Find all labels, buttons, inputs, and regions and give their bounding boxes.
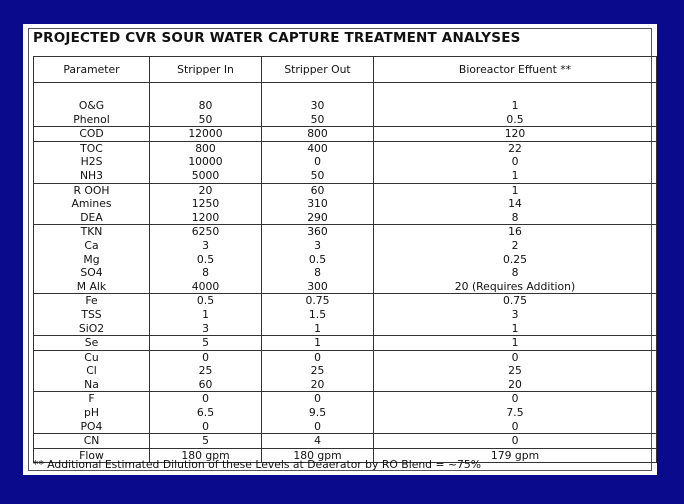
cell-parameter: CN: [34, 434, 150, 449]
cell-parameter: Se: [34, 336, 150, 351]
cell-bioreactor: 1: [374, 99, 657, 113]
cell-stripper-in: 1: [150, 308, 262, 322]
table-row: [34, 225, 657, 239]
cell-parameter: F: [34, 392, 150, 406]
page-title: PROJECTED CVR SOUR WATER CAPTURE TREATMENT ANALYSES: [33, 30, 521, 46]
cell-parameter: Cl: [34, 364, 150, 378]
cell-bioreactor: 1: [374, 183, 657, 197]
cell-stripper-out: 0: [262, 420, 374, 434]
cell-parameter: COD: [34, 127, 150, 142]
cell-bioreactor: 3: [374, 308, 657, 322]
cell-stripper-out: 0.75: [262, 294, 374, 308]
table-row: [34, 266, 657, 280]
cell-stripper-in: 3: [150, 322, 262, 336]
cell-bioreactor: 20: [374, 378, 657, 392]
cell-stripper-out: 0: [262, 392, 374, 406]
cell-bioreactor: 0: [374, 420, 657, 434]
table-row: [34, 336, 657, 351]
cell-stripper-out: 360: [262, 225, 374, 239]
cell-bioreactor: 0.5: [374, 113, 657, 127]
table-row: [34, 406, 657, 420]
cell-stripper-out: 9.5: [262, 406, 374, 420]
cell-stripper-out: 290: [262, 211, 374, 225]
cell-bioreactor: 1: [374, 322, 657, 336]
cell-stripper-in: 10000: [150, 155, 262, 169]
cell-stripper-out: 310: [262, 197, 374, 211]
cell-stripper-in: 0: [150, 350, 262, 364]
slide-frame: [23, 24, 657, 475]
table-row: [34, 253, 657, 267]
cell-bioreactor: 20 (Requires Addition): [374, 280, 657, 294]
cell-bioreactor: 0.25: [374, 253, 657, 267]
analysis-table: [33, 56, 657, 463]
cell-stripper-in: 1250: [150, 197, 262, 211]
cell-stripper-in: 3: [150, 239, 262, 253]
cell-bioreactor: 0.75: [374, 294, 657, 308]
table-row: [34, 239, 657, 253]
cell-stripper-in: 0: [150, 392, 262, 406]
cell-parameter: Flow: [34, 448, 150, 463]
cell-stripper-in: 12000: [150, 127, 262, 142]
cell-stripper-out: 3: [262, 239, 374, 253]
cell-parameter: Ca: [34, 239, 150, 253]
cell-stripper-in: 5: [150, 336, 262, 351]
cell-stripper-out: 0: [262, 350, 374, 364]
cell-parameter: pH: [34, 406, 150, 420]
table-row: [34, 294, 657, 308]
cell-stripper-in: 0: [150, 420, 262, 434]
cell-parameter: SiO2: [34, 322, 150, 336]
cell-stripper-in: 1200: [150, 211, 262, 225]
header-stripper-in: Stripper In: [150, 57, 262, 83]
cell-bioreactor: 179 gpm: [374, 448, 657, 463]
cell-stripper-in: 4000: [150, 280, 262, 294]
cell-stripper-out: 50: [262, 113, 374, 127]
table-row: [34, 378, 657, 392]
cell-parameter: NH3: [34, 169, 150, 183]
cell-stripper-in: 25: [150, 364, 262, 378]
table-row: [34, 322, 657, 336]
cell-parameter: TKN: [34, 225, 150, 239]
cell-stripper-in: 8: [150, 266, 262, 280]
table-row: [34, 308, 657, 322]
cell-stripper-out: 0.5: [262, 253, 374, 267]
cell-bioreactor: 2: [374, 239, 657, 253]
cell-stripper-out: 400: [262, 141, 374, 155]
table-row: [34, 99, 657, 113]
table-row: [34, 197, 657, 211]
cell-bioreactor: 0: [374, 392, 657, 406]
cell-bioreactor: 7.5: [374, 406, 657, 420]
cell-parameter: Mg: [34, 253, 150, 267]
cell-bioreactor: 16: [374, 225, 657, 239]
table-row: [34, 155, 657, 169]
cell-parameter: M Alk: [34, 280, 150, 294]
cell-stripper-in: 5000: [150, 169, 262, 183]
footnote: ** Additional Estimated Dilution of these Levels at Deaerator by RO Blend = ~75%: [33, 458, 481, 471]
table-header-row: [34, 57, 657, 83]
cell-bioreactor: 1: [374, 336, 657, 351]
cell-stripper-in: 50: [150, 113, 262, 127]
cell-stripper-out: 800: [262, 127, 374, 142]
cell-stripper-out: 1: [262, 322, 374, 336]
table-body: [34, 83, 657, 463]
cell-stripper-in: 20: [150, 183, 262, 197]
cell-bioreactor: 22: [374, 141, 657, 155]
table-row: [34, 183, 657, 197]
cell-stripper-in: 80: [150, 99, 262, 113]
cell-bioreactor: 0: [374, 350, 657, 364]
table-row: [34, 141, 657, 155]
cell-stripper-in: 800: [150, 141, 262, 155]
table-row: [34, 280, 657, 294]
header-stripper-out: Stripper Out: [262, 57, 374, 83]
cell-parameter: H2S: [34, 155, 150, 169]
cell-parameter: Cu: [34, 350, 150, 364]
cell-parameter: TSS: [34, 308, 150, 322]
cell-stripper-out: 30: [262, 99, 374, 113]
cell-stripper-in: 60: [150, 378, 262, 392]
cell-stripper-out: 25: [262, 364, 374, 378]
cell-bioreactor: 14: [374, 197, 657, 211]
cell-parameter: Phenol: [34, 113, 150, 127]
cell-stripper-out: 1: [262, 336, 374, 351]
cell-stripper-out: 60: [262, 183, 374, 197]
cell-parameter: PO4: [34, 420, 150, 434]
cell-stripper-out: 180 gpm: [262, 448, 374, 463]
cell-stripper-in: 5: [150, 434, 262, 449]
cell-bioreactor: 0: [374, 434, 657, 449]
cell-stripper-out: 8: [262, 266, 374, 280]
cell-stripper-out: 4: [262, 434, 374, 449]
cell-stripper-in: 0.5: [150, 253, 262, 267]
table-row: [34, 113, 657, 127]
cell-stripper-in: 180 gpm: [150, 448, 262, 463]
table-row: [34, 169, 657, 183]
cell-stripper-out: 20: [262, 378, 374, 392]
cell-stripper-in: 0.5: [150, 294, 262, 308]
cell-parameter: R OOH: [34, 183, 150, 197]
cell-parameter: TOC: [34, 141, 150, 155]
cell-stripper-out: 1.5: [262, 308, 374, 322]
cell-bioreactor: 8: [374, 211, 657, 225]
cell-stripper-in: 6250: [150, 225, 262, 239]
cell-bioreactor: 8: [374, 266, 657, 280]
table-row: [34, 127, 657, 142]
cell-stripper-out: 0: [262, 155, 374, 169]
table-row: [34, 420, 657, 434]
cell-parameter: DEA: [34, 211, 150, 225]
cell-stripper-out: 50: [262, 169, 374, 183]
cell-parameter: Na: [34, 378, 150, 392]
spacer-row: [34, 83, 657, 100]
table-row: [34, 434, 657, 449]
table-row: [34, 364, 657, 378]
table-row: [34, 211, 657, 225]
table-row: [34, 392, 657, 406]
cell-bioreactor: 1: [374, 169, 657, 183]
cell-parameter: SO4: [34, 266, 150, 280]
cell-parameter: Fe: [34, 294, 150, 308]
cell-stripper-in: 6.5: [150, 406, 262, 420]
cell-parameter: Amines: [34, 197, 150, 211]
cell-stripper-out: 300: [262, 280, 374, 294]
cell-bioreactor: 25: [374, 364, 657, 378]
cell-bioreactor: 120: [374, 127, 657, 142]
table-row: [34, 350, 657, 364]
cell-bioreactor: 0: [374, 155, 657, 169]
cell-parameter: O&G: [34, 99, 150, 113]
header-bioreactor-effluent: Bioreactor Effuent **: [374, 57, 657, 83]
header-parameter: Parameter: [34, 57, 150, 83]
